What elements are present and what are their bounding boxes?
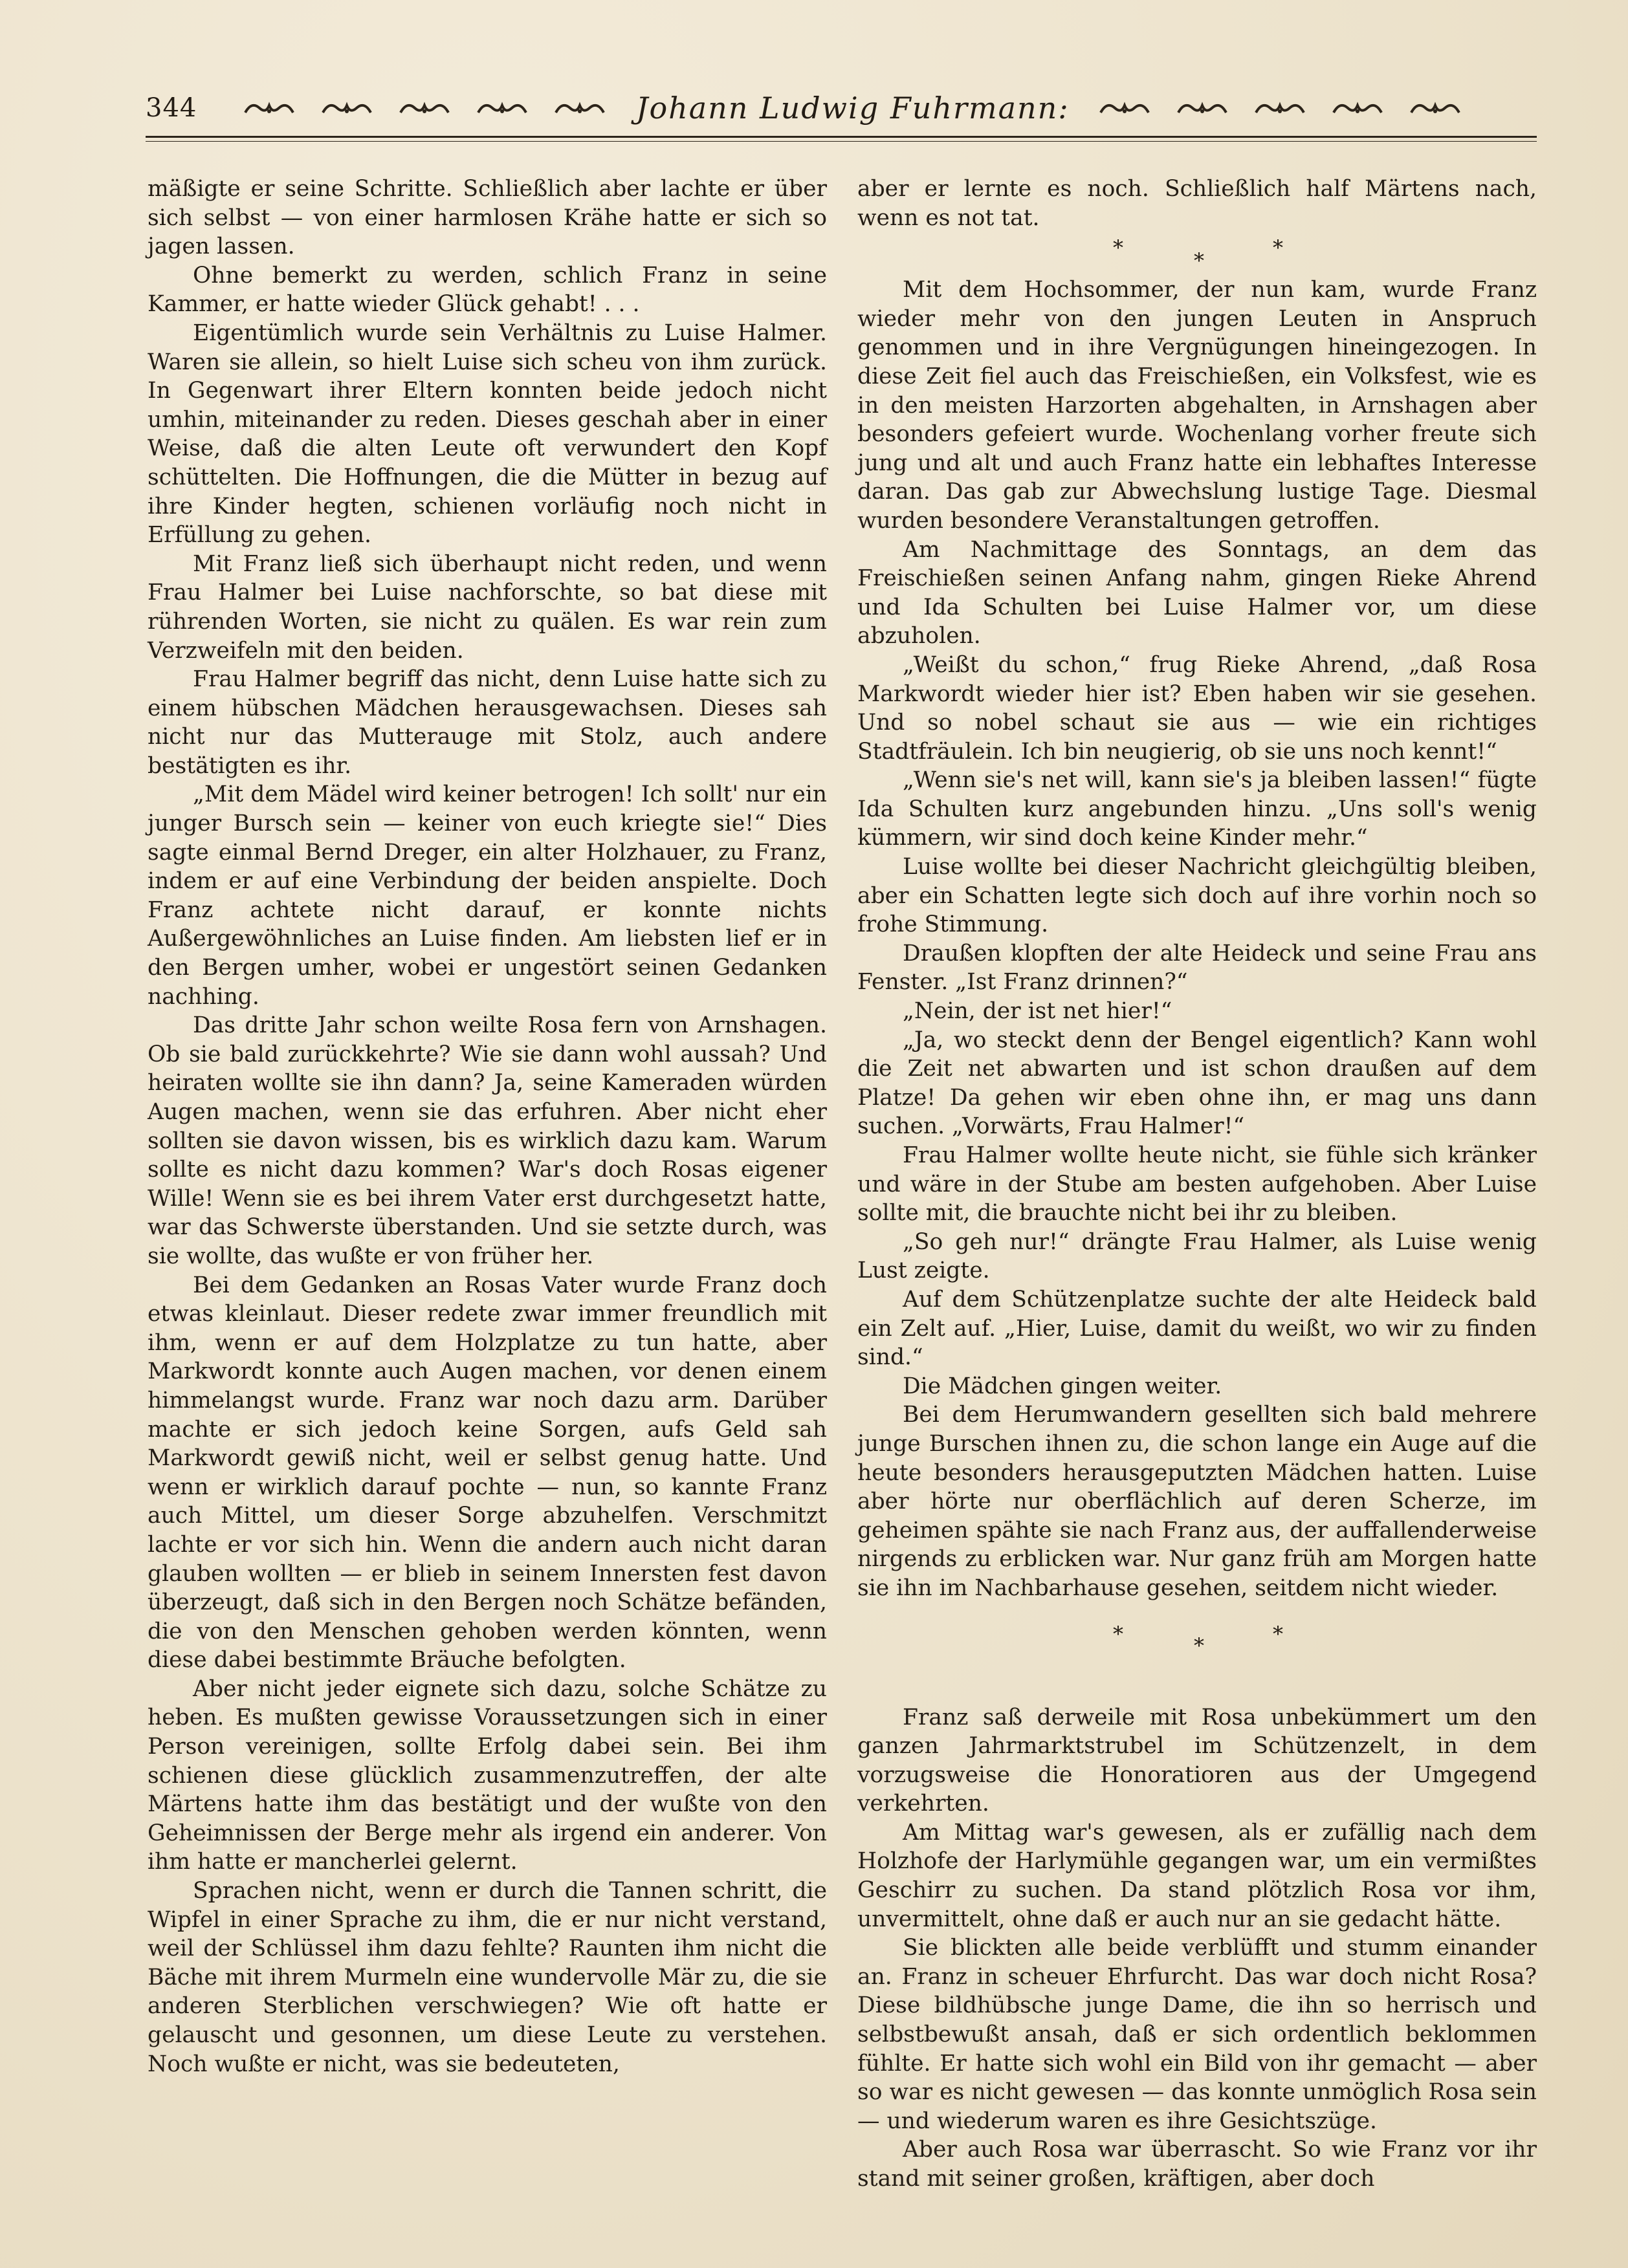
right-column-text-2 <box>857 276 1537 1602</box>
separator-star: * <box>1113 235 1123 261</box>
separator-star: * <box>1273 1621 1283 1646</box>
ornament-icon <box>1176 100 1229 116</box>
paragraph: Draußen klopften der alte Heideck und seine Frau ans Fenster. „Ist Franz drinnen?“ <box>857 940 1537 996</box>
paragraph: Mit Franz ließ sich überhaupt nicht reden, und wenn Frau Halmer bei Luise nachforschte, so bat diese mit rührenden Worten, sie nicht zu quälen. Es war rein zum Verzweifeln mit den beiden. <box>148 551 827 664</box>
paragraph: Das dritte Jahr schon weilte Rosa fern von Arnshagen. Ob sie bald zurückkehrte? Wie sie dann wohl aussah? Und heiraten wollte sie ihn dann? Ja, seine Kameraden würden Augen machen, wenn sie das erfuhren. Aber nicht eher sollten sie davon wissen, bis es wirklich dazu kam. Warum sollte es nicht dazu kommen? War's doch Rosas eigener Wille! Wenn sie es bei ihrem Vater erst durchgesetzt hatte, war das Schwerste überstanden. Und sie setzte durch, was sie wollte, das wußte er von früher her. <box>148 1012 827 1269</box>
ornament-icon <box>320 100 373 116</box>
paragraph: Auf dem Schützenplatze suchte der alte Heideck bald ein Zelt auf. „Hier, Luise, damit du weißt, wo wir zu finden sind.“ <box>857 1286 1537 1371</box>
ornament-icon <box>1409 100 1462 116</box>
paragraph: aber er lernte es noch. Schließlich half Märtens nach, wenn es not tat. <box>857 176 1537 231</box>
paragraph: Bei dem Herumwandern gesellten sich bald mehrere junge Burschen ihnen zu, die schon lange ein Auge auf die heute besonders herausgeputzten Mädchen hatten. Luise aber hörte nur oberflächlich auf deren Scherze, im geheimen spähte sie nach Franz aus, der auffallenderweise nirgends zu erblicken war. Nur ganz früh am Morgen hatte sie ihn im Nachbarhause gesehen, seitdem nicht wieder. <box>857 1402 1537 1601</box>
paragraph: Am Mittag war's gewesen, als er zufällig nach dem Holzhofe der Harlymühle gegangen war, um ein vermißtes Geschirr zu suchen. Da stand plötzlich Rosa vor ihm, unvermittelt, ohne daß er auch nur an sie gedacht hätte. <box>857 1819 1537 1932</box>
paragraph: Franz saß derweile mit Rosa unbekümmert um den ganzen Jahrmarktstrubel im Schützenzelt, in dem vorzugsweise die Honoratioren aus der Umgegend verkehrten. <box>857 1704 1537 1817</box>
paragraph: „Nein, der ist net hier!“ <box>903 998 1172 1025</box>
section-separator <box>857 1616 1537 1659</box>
ornament-icon <box>553 100 606 116</box>
paragraph: Die Mädchen gingen weiter. <box>903 1373 1222 1399</box>
paragraph: „So geh nur!“ drängte Frau Halmer, als Luise wenig Lust zeigte. <box>857 1228 1537 1284</box>
paragraph: Eigentümlich wurde sein Verhältnis zu Luise Halmer. Waren sie allein, so hielt Luise sich scheu von ihm zurück. In Gegenwart ihrer Eltern konnten beide jedoch nicht umhin, miteinander zu reden. Dieses geschah aber in einer Weise, daß die alten Leute oft verwundert den Kopf schüttelten. Die Hoffnungen, die die Mütter in bezug auf ihre Kinder hegten, schienen vorläufig noch nicht in Erfüllung zu gehen. <box>148 320 827 549</box>
left-column <box>148 175 827 2078</box>
paragraph: „Ja, wo steckt denn der Bengel eigentlich? Kann wohl die Zeit net abwarten und ist schon draußen auf dem Platze! Da gehen wir eben ohne ihn, er mag uns dann suchen. „Vorwärts, Frau Halmer!“ <box>857 1027 1537 1140</box>
paragraph: „Mit dem Mädel wird keiner betrogen! Ich sollt' nur ein junger Bursch sein — keiner von euch kriegte sie!“ Dies sagte einmal Bernd Dreger, ein alter Holzhauer, zu Franz, indem er auf eine Verbindung der beiden anspielte. Doch Franz achtete nicht darauf, er konnte nichts Außergewöhnliches an Luise finden. Am liebsten lief er in den Bergen umher, wobei er ungestört seinen Gedanken nachhing. <box>148 781 827 1010</box>
section-separator <box>857 232 1537 276</box>
header-rule-thin <box>146 141 1537 142</box>
separator-star: * <box>1273 235 1283 261</box>
paragraph: Luise wollte bei dieser Nachricht gleichgültig bleiben, aber ein Schatten legte sich doch auf ihre vorhin noch so frohe Stimmung. <box>857 854 1537 938</box>
ornament-group-right <box>1098 100 1462 116</box>
ornament-icon <box>1331 100 1384 116</box>
ornament-icon <box>1098 100 1151 116</box>
right-column-text-3 <box>857 1703 1537 2194</box>
page-header <box>146 83 1537 133</box>
page-number: 344 <box>146 93 197 123</box>
running-title: Johann Ludwig Fuhrmann: <box>636 91 1070 125</box>
header-rule <box>146 136 1537 138</box>
paragraph: Ohne bemerkt zu werden, schlich Franz in seine Kammer, er hatte wieder Glück gehabt! . . . <box>148 262 827 318</box>
paragraph: Am Nachmittage des Sonntags, an dem das Freischießen seinen Anfang nahm, gingen Rieke Ahrend und Ida Schulten bei Luise Halmer vor, um diese abzuholen. <box>857 536 1537 649</box>
paragraph: Sprachen nicht, wenn er durch die Tannen schritt, die Wipfel in einer Sprache zu ihm, die er nur nicht verstand, weil der Schlüssel ihm dazu fehlte? Raunten ihm nicht die Bäche mit ihrem Murmeln eine wundervolle Mär zu, die sie anderen Sterblichen verschwiegen? Wie oft hatte er gelauscht und gesonnen, um diese Leute zu verstehen. Noch wußte er nicht, was sie bedeuteten, <box>148 1878 827 2077</box>
separator-star: * <box>1194 248 1204 274</box>
ornament-icon <box>243 100 296 116</box>
paragraph: Mit dem Hochsommer, der nun kam, wurde Franz wieder mehr von den jungen Leuten in Anspruch genommen und in ihre Vergnügungen hineingezogen. In diese Zeit fiel auch das Freischießen, ein Volksfest, wie es in den meisten Harzorten abgehalten, in Arnshagen aber besonders gefeiert wurde. Wochenlang vorher freute sich jung und alt und auch Franz hatte ein lebhaftes Interesse daran. Das gab zur Abwechslung lustige Tage. Diesmal wurden besondere Veranstaltungen getroffen. <box>857 277 1537 534</box>
separator-star: * <box>1194 1633 1204 1658</box>
paragraph: „Weißt du schon,“ frug Rieke Ahrend, „daß Rosa Markwordt wieder hier ist? Eben haben wir sie gesehen. Und so nobel schaut sie aus — wie ein richtiges Stadtfräulein. Ich bin neugierig, ob sie uns noch kennt!“ <box>857 651 1537 765</box>
paragraph: Aber nicht jeder eignete sich dazu, solche Schätze zu heben. Es mußten gewisse Voraussetzungen sich in einer Person vereinigen, sollte Erfolg dabei sein. Bei ihm schienen diese glücklich zusammenzutreffen, der alte Märtens hatte ihm das bestätigt und der wußte von den Geheimnissen der Berge mehr als irgend ein anderer. Von ihm hatte er mancherlei gelernt. <box>148 1675 827 1875</box>
paragraph: Frau Halmer wollte heute nicht, sie fühle sich kränker und wäre in der Stube am besten aufgehoben. Aber Luise sollte mit, die brauchte nicht bei ihr zu bleiben. <box>857 1142 1537 1227</box>
ornament-icon <box>398 100 451 116</box>
paragraph: mäßigte er seine Schritte. Schließlich aber lachte er über sich selbst — von einer harmlosen Krähe hatte er sich so jagen lassen. <box>148 176 827 260</box>
paragraph: „Wenn sie's net will, kann sie's ja bleiben lassen!“ fügte Ida Schulten kurz angebunden hinzu. „Uns soll's wenig kümmern, wir sind doch keine Kinder mehr.“ <box>857 767 1537 851</box>
ornament-group-left <box>243 100 606 116</box>
left-column-text <box>148 175 827 2078</box>
right-column-text-1 <box>857 175 1537 232</box>
paragraph: Frau Halmer begriff das nicht, denn Luise hatte sich zu einem hübschen Mädchen herausgewachsen. Dieses sah nicht nur das Mutterauge mit Stolz, auch andere bestätigten es ihr. <box>148 666 827 779</box>
ornament-icon <box>476 100 529 116</box>
right-column <box>857 175 1537 2194</box>
paragraph: Bei dem Gedanken an Rosas Vater wurde Franz doch etwas kleinlaut. Dieser redete zwar immer freundlich mit ihm, wenn er auf dem Holzplatze zu tun hatte, aber Markwordt konnte auch Augen machen, vor denen einem himmelangst wurde. Franz war noch dazu arm. Darüber machte er sich jedoch keine Sorgen, aufs Geld sah Markwordt gewiß nicht, weil er selbst genug hatte. Und wenn er wirklich darauf pochte — nun, so kannte Franz auch Mittel, um dieser Sorge abzuhelfen. Verschmitzt lachte er vor sich hin. Wenn die andern auch nicht daran glauben wollten — er blieb in seinem Innersten fest davon überzeugt, daß sich in den Bergen noch Schätze befänden, die von den Menschen gehoben werden könnten, wenn diese dabei bestimmte Bräuche befolgten. <box>148 1272 827 1674</box>
paragraph: Aber auch Rosa war überrascht. So wie Franz vor ihr stand mit seiner großen, kräftigen, aber doch <box>857 2137 1537 2192</box>
ornament-icon <box>1253 100 1306 116</box>
paragraph: Sie blickten alle beide verblüfft und stumm einander an. Franz in scheuer Ehrfurcht. Das war doch nicht Rosa? Diese bildhübsche junge Dame, die ihn so herrisch und selbstbewußt ansah, daß er sich ordentlich beklommen fühlte. Er hatte sich wohl ein Bild von ihr gemacht — aber so war es nicht gewesen — das konnte unmöglich Rosa sein — und wiederum waren es ihre Gesichtszüge. <box>857 1935 1537 2134</box>
separator-star: * <box>1113 1621 1123 1646</box>
